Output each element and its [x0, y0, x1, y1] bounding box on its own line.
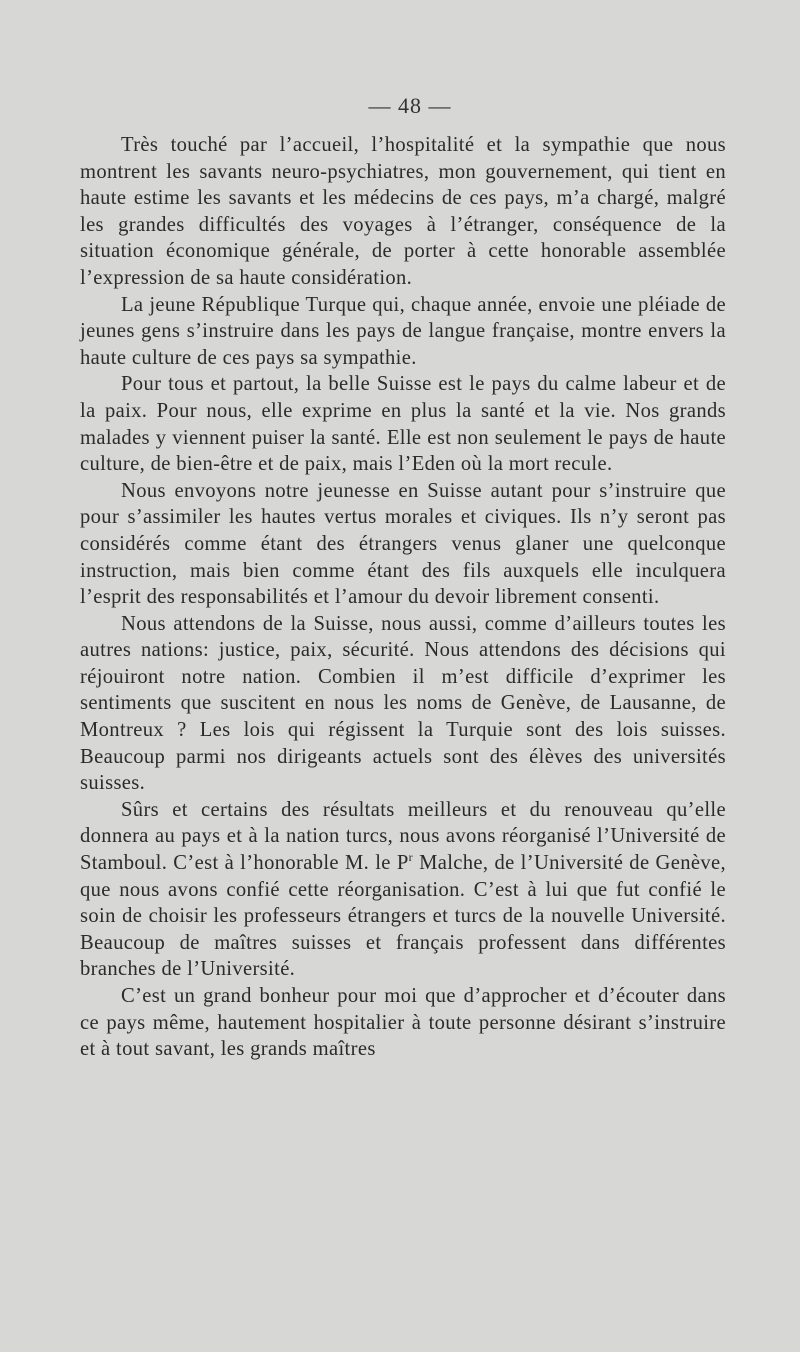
body-text	[80, 132, 726, 1063]
paragraph-6-after: Malche, de l’Université de Genève, que nous avons confié cette réorganisation. C’est à lui que fut confié le soin de choisir les professeurs étrangers et turcs de la nouvelle Université. Beaucoup de maîtres suisses et français professent dans différentes branches de l’Université.	[80, 852, 726, 981]
paragraph-4: Nous envoyons notre jeunesse en Suisse autant pour s’instruire que pour s’assimiler les hautes vertus morales et civiques. Ils n’y seront pas considérés comme étant des étrangers venus glaner une quelconque instruction, mais bien comme étant des fils auxquels elle inculquera l’esprit des responsabilités et l’amour du devoir librement consenti.	[80, 479, 726, 609]
paragraph-3: Pour tous et partout, la belle Suisse est le pays du calme labeur et de la paix. Pour nous, elle exprime en plus la santé et la vie. Nos grands malades y viennent puiser la santé. Elle est non seulement le pays de haute culture, de bien-être et de paix, mais l’Eden où la mort recule.	[80, 373, 726, 476]
paragraph-7: C’est un grand bonheur pour moi que d’approcher et d’écouter dans ce pays même, hautement hospitalier à toute personne désirant s’instruire et à tout savant, les grands maîtres	[80, 985, 726, 1061]
page-number: — 48 —	[368, 93, 452, 118]
paragraph-6	[80, 797, 726, 983]
professor-abbrev-superscript: r	[408, 850, 413, 865]
paragraph-1: Très touché par l’accueil, l’hospitalité et la sympathie que nous montrent les savants neuro-psychiatres, mon gouvernement, qui tient en haute estime les savants et les médecins de ces pays, m’a chargé, malgré les grandes difficultés des voyages à l’étranger, conséquence de la situation économique générale, de porter à cette honorable assemblée l’expression de sa haute considération.	[80, 134, 726, 289]
paragraph-2: La jeune République Turque qui, chaque année, envoie une pléiade de jeunes gens s’instruire dans les pays de langue française, montre envers la haute culture de ces pays sa sympathie.	[80, 293, 726, 369]
paragraph-6-before: Sûrs et certains des résultats meilleurs et du renouveau qu’elle donnera au pays et à la nation turcs, nous avons réorganisé l’Université de Stamboul. C’est à l’honorable M. le P	[80, 798, 726, 875]
paragraph-5: Nous attendons de la Suisse, nous aussi, comme d’ailleurs toutes les autres nations: justice, paix, sécurité. Nous attendons des décisions qui réjouiront notre nation. Combien il m’est difficile d’exprimer les sentiments que suscitent en nous les noms de Genève, de Lausanne, de Montreux ? Les lois qui régissent la Turquie sont des lois suisses. Beaucoup parmi nos dirigeants actuels sont des élèves des universités suisses.	[80, 612, 726, 795]
